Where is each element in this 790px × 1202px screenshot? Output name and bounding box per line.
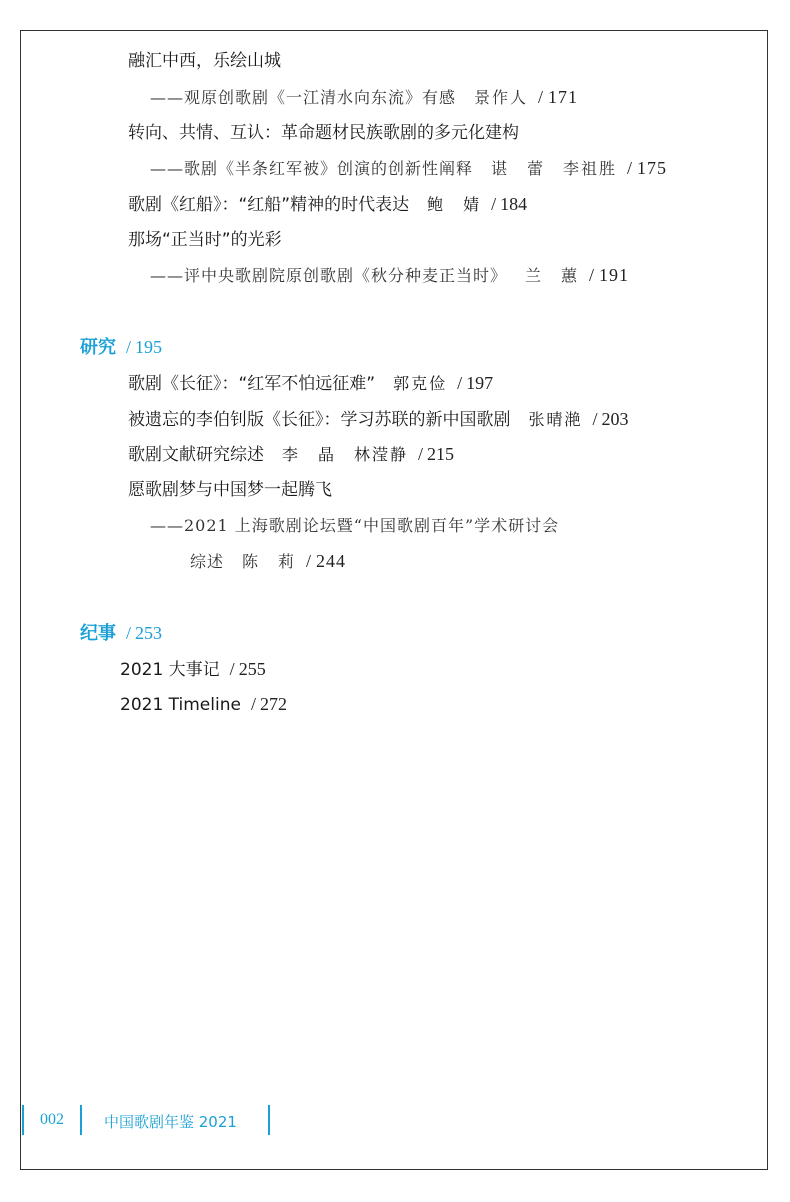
entry-author: 景作人 (474, 88, 529, 107)
section-label: 研究 (80, 337, 116, 358)
section-heading-records[interactable]: 纪事 / 253 (80, 623, 163, 644)
entry-page: 175 (637, 158, 668, 178)
toc-entry[interactable] (150, 515, 559, 537)
footer-book-title: 中国歌剧年鉴 2021 (104, 1113, 237, 1131)
entry-page: 191 (599, 265, 630, 285)
section-page: 253 (135, 623, 163, 643)
entry-title: 转向、共情、互认：革命题材民族歌剧的多元化建构 (128, 123, 519, 143)
entry-subtitle: ——观原创歌剧《一江清水向东流》有感 (150, 88, 457, 107)
entry-title: 歌剧《长征》：“红军不怕远征难” (128, 374, 376, 394)
entry-page: 272 (259, 694, 287, 714)
entry-page: 244 (316, 551, 347, 571)
footer-divider (80, 1105, 82, 1135)
entry-title: 融汇中西，乐绘山城 (128, 51, 281, 71)
entry-subtitle: 综述 (190, 552, 225, 571)
toc-entry[interactable]: 2021 Timeline / 272 (120, 694, 287, 715)
page-footer (0, 1105, 300, 1139)
entry-author: 鲍 婧 (427, 195, 482, 214)
entry-page: 171 (548, 87, 579, 107)
section-heading-research[interactable]: 研究 / 195 (80, 337, 163, 358)
entry-author: 谌 蕾 李祖胜 (491, 159, 618, 178)
toc-entry[interactable]: ——观原创歌剧《一江清水向东流》有感 景作人 / 171 (150, 87, 579, 107)
entry-title: 歌剧《红船》：“红船”精神的时代表达 (128, 195, 410, 215)
entry-page: 215 (427, 444, 455, 464)
section-label: 纪事 (80, 623, 116, 644)
toc-entry[interactable]: 2021 大事记 / 255 (120, 659, 266, 680)
toc-entry[interactable] (128, 229, 282, 251)
entry-author: 陈 莉 (242, 552, 297, 571)
toc-entry[interactable] (128, 122, 519, 144)
entry-title: 歌剧文献研究综述 (128, 445, 264, 465)
entry-title: 那场“正当时”的光彩 (128, 230, 282, 250)
entry-page: 184 (500, 194, 528, 214)
toc-entry[interactable]: 歌剧《长征》：“红军不怕远征难” 郭克俭 / 197 (128, 373, 494, 394)
toc-entry[interactable]: 综述 陈 莉 / 244 (190, 551, 347, 571)
footer-page-number: 002 (40, 1111, 64, 1128)
footer-divider (22, 1105, 24, 1135)
toc-entry[interactable]: 被遗忘的李伯钊版《长征》：学习苏联的新中国歌剧 张晴滟 / 203 (128, 409, 629, 430)
entry-page: 203 (601, 409, 629, 429)
entry-page: 255 (238, 659, 266, 679)
toc-entry[interactable] (128, 479, 332, 501)
entry-title: 被遗忘的李伯钊版《长征》：学习苏联的新中国歌剧 (128, 410, 511, 430)
entry-author: 兰 蕙 (525, 266, 580, 285)
entry-subtitle: ——评中央歌剧院原创歌剧《秋分种麦正当时》 (150, 266, 508, 285)
entry-page: 197 (466, 373, 494, 393)
toc-entry[interactable] (128, 50, 281, 72)
entry-subtitle: ——歌剧《半条红军被》创演的创新性阐释 (150, 159, 474, 178)
entry-title: 2021 大事记 (120, 660, 220, 680)
entry-author: 李 晶 林滢静 (282, 445, 409, 464)
toc-entry[interactable]: 歌剧《红船》：“红船”精神的时代表达 鲍 婧 / 184 (128, 194, 528, 215)
footer-divider (268, 1105, 270, 1135)
section-page: 195 (135, 337, 163, 357)
toc-entry[interactable]: 歌剧文献研究综述 李 晶 林滢静 / 215 (128, 444, 455, 465)
entry-author: 郭克俭 (393, 374, 448, 393)
toc-entry[interactable]: ——歌剧《半条红军被》创演的创新性阐释 谌 蕾 李祖胜 / 175 (150, 158, 668, 178)
entry-subtitle: ——2021 上海歌剧论坛暨“中国歌剧百年”学术研讨会 (150, 516, 560, 535)
entry-title: 2021 Timeline (120, 695, 241, 715)
entry-author: 张晴滟 (528, 410, 583, 429)
entry-title: 愿歌剧梦与中国梦一起腾飞 (128, 480, 332, 500)
toc-entry[interactable]: ——评中央歌剧院原创歌剧《秋分种麦正当时》 兰 蕙 / 191 (150, 265, 630, 285)
